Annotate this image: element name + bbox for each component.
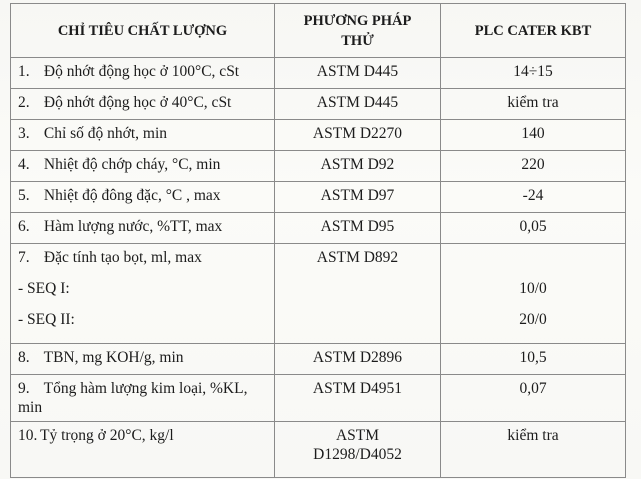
- row-number: 1.: [18, 63, 30, 80]
- criterion-cell: [11, 422, 275, 478]
- criterion-cell: [11, 244, 275, 344]
- row-number: 6.: [18, 218, 30, 235]
- table-row: [11, 422, 626, 478]
- row-number: 2.: [18, 94, 30, 111]
- criterion-name: Hàm lượng nước, %TT, max: [43, 218, 223, 235]
- table-row: [11, 213, 626, 244]
- criterion-name: Độ nhớt động học ở 100°C, cSt: [43, 63, 240, 80]
- row-number: 9.: [18, 380, 30, 397]
- table-row: [11, 58, 626, 89]
- header-quality-criteria: [11, 4, 275, 58]
- method-cell: ASTM D892: [275, 244, 441, 344]
- header-product: [441, 4, 626, 58]
- criterion-name: Tỷ trọng ở 20°C, kg/l: [40, 427, 174, 444]
- header-test-method-line1: PHƯƠNG PHÁP: [303, 12, 412, 29]
- header-test-method-line2: THỬ: [341, 32, 374, 49]
- value-cell: 0,07: [441, 375, 626, 422]
- criterion-cell: [11, 89, 275, 120]
- row-number: 7.: [18, 249, 30, 266]
- seq-1-value: 10/0: [519, 280, 547, 297]
- criterion-name: Nhiệt độ đông đặc, °C , max: [43, 187, 221, 204]
- value-cell: 0,05: [441, 213, 626, 244]
- method-cell: ASTM D2896: [275, 344, 441, 375]
- value-cell: kiểm tra: [441, 89, 626, 120]
- value-cell: 10,5: [441, 344, 626, 375]
- method-cell: ASTM D2270: [275, 120, 441, 151]
- criterion-cell: [11, 120, 275, 151]
- table-row: [11, 89, 626, 120]
- method-cell: ASTM D445: [275, 89, 441, 120]
- method-cell: ASTM D4951: [275, 375, 441, 422]
- method-cell: ASTM D92: [275, 151, 441, 182]
- method-cell: ASTM D97: [275, 182, 441, 213]
- table-row: [11, 182, 626, 213]
- row-number: 3.: [18, 125, 30, 142]
- method-line2: D1298/D4052: [313, 446, 402, 463]
- criterion-cell: [11, 182, 275, 213]
- criterion-cell: [11, 151, 275, 182]
- header-quality-criteria-label: CHỈ TIÊU CHẤT LƯỢNG: [57, 22, 228, 39]
- criterion-cell: [11, 344, 275, 375]
- header-test-method: [275, 4, 441, 58]
- method-cell: ASTM D95: [275, 213, 441, 244]
- method-cell: [275, 422, 441, 478]
- value-cell: 14÷15: [441, 58, 626, 89]
- criterion-name: Độ nhớt động học ở 40°C, cSt: [43, 94, 232, 111]
- table-row: [11, 120, 626, 151]
- row-number: 10.: [18, 427, 38, 444]
- criterion-name: TBN, mg KOH/g, min: [43, 349, 184, 366]
- row-number: 4.: [18, 156, 30, 173]
- value-cell: 220: [441, 151, 626, 182]
- method-cell: ASTM D445: [275, 58, 441, 89]
- value-cell: [441, 244, 626, 344]
- value-cell: kiểm tra: [441, 422, 626, 478]
- criterion-name: Tổng hàm lượng kim loại, %KL,: [43, 380, 248, 397]
- criterion-name-continuation: min: [18, 399, 43, 416]
- table-row: [11, 344, 626, 375]
- seq-2-value: 20/0: [519, 311, 547, 328]
- table-row: [11, 151, 626, 182]
- criterion-cell: [11, 213, 275, 244]
- criterion-name: Nhiệt độ chớp cháy, °C, min: [43, 156, 221, 173]
- table-row: [11, 375, 626, 422]
- header-product-label: PLC CATER KBT: [474, 22, 592, 39]
- table-header-row: [11, 4, 626, 58]
- row-number: 8.: [18, 349, 30, 366]
- row-number: 5.: [18, 187, 30, 204]
- criterion-name: Đặc tính tạo bọt, ml, max: [43, 249, 202, 266]
- value-cell: -24: [441, 182, 626, 213]
- table-row-foaming: [11, 244, 626, 344]
- criterion-name: Chỉ số độ nhớt, min: [43, 125, 168, 142]
- value-cell: 140: [441, 120, 626, 151]
- criterion-cell: [11, 375, 275, 422]
- quality-spec-table: [10, 3, 626, 478]
- criterion-cell: [11, 58, 275, 89]
- method-line1: ASTM: [335, 427, 380, 444]
- seq-2-label: - SEQ II:: [18, 311, 75, 328]
- seq-1-label: - SEQ I:: [18, 280, 70, 297]
